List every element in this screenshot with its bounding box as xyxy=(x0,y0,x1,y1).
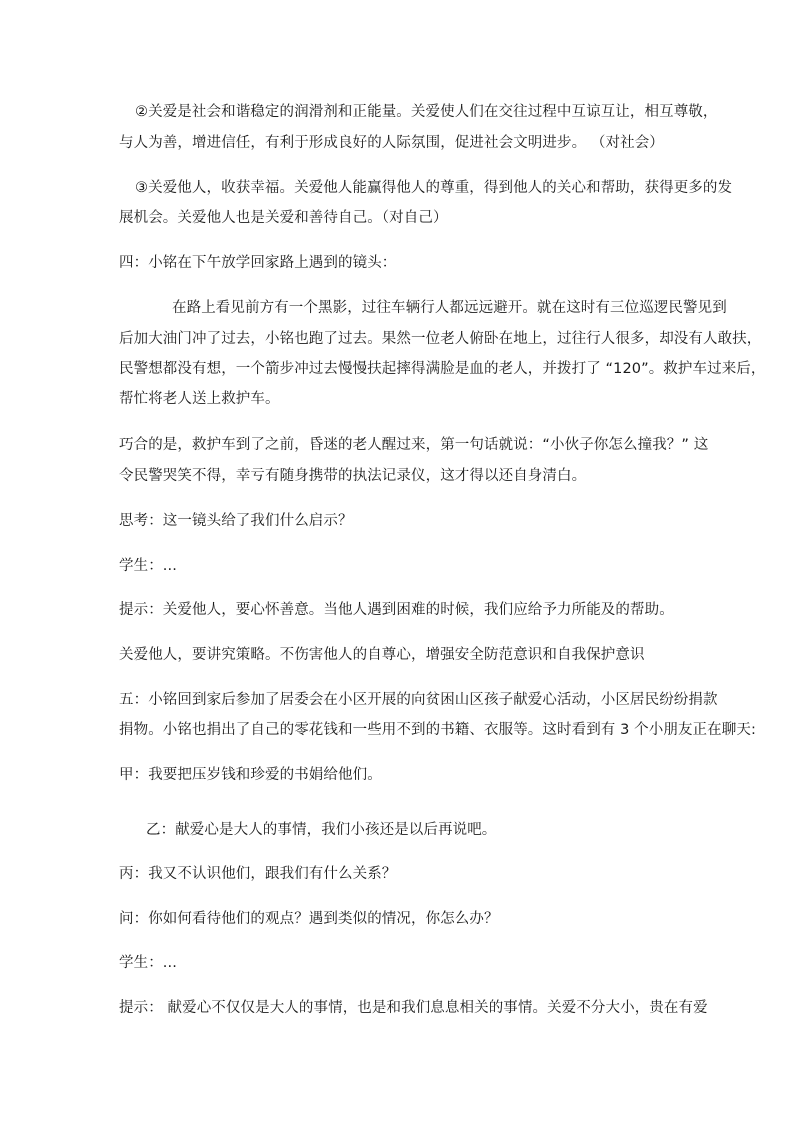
story-paragraph-line-1: 在路上看见前方有一个黑影，过往车辆行人都远远避开。就在这时有三位巡逻民警见到 xyxy=(172,300,727,316)
speaker-bing: 丙：我又不认识他们，跟我们有什么关系？ xyxy=(119,866,397,882)
section-five-line-1: 五：小铭回到家后参加了居委会在小区开展的向贫困山区孩子献爱心活动，小区居民纷纷捐款 xyxy=(119,692,718,708)
speaker-yi: 乙：献爱心是大人的事情，我们小孩还是以后再说吧。 xyxy=(146,822,497,838)
speaker-jia: 甲：我要把压岁钱和珍爱的书娟给他们。 xyxy=(119,767,382,783)
hint-1: 提示：关爱他人，要心怀善意。当他人遇到困难的时候，我们应给予力所能及的帮助。 xyxy=(119,602,674,618)
story-paragraph-line-2: 后加大油门冲了过去，小铭也跑了过去。果然一位老人俯卧在地上，过往行人很多，却没有人敢扶， xyxy=(119,331,762,347)
student-answer-2: 学生：... xyxy=(119,955,177,971)
coincidence-paragraph-line-2: 令民警哭笑不得，幸亏有随身携带的执法记录仪，这才得以还自身清白。 xyxy=(119,468,587,484)
paragraph-social-line-1: ②关爱是社会和谐稳定的润滑剂和正能量。关爱使人们在交往过程中互谅互让，相互尊敬， xyxy=(135,104,718,120)
paragraph-self-line-2: 展机会。关爱他人也是关爱和善待自己。（对自己） xyxy=(119,210,448,226)
paragraph-social-line-2: 与人为善，增进信任，有利于形成良好的人际氛围，促进社会文明进步。 （对社会） xyxy=(119,135,664,151)
coincidence-paragraph-line-1: 巧合的是，救护车到了之前，昏迷的老人醒过来，第一句话就说：“小伙子你怎么撞我？” 这 xyxy=(119,437,709,453)
think-question: 思考：这一镜头给了我们什么启示？ xyxy=(119,513,353,529)
story-paragraph-line-3: 民警想都没有想，一个箭步冲过去慢慢扶起摔得满脸是血的老人，并拨打了 “120”。救护车过来后， xyxy=(119,361,766,377)
section-four-heading: 四：小铭在下午放学回家路上遇到的镜头： xyxy=(119,255,397,271)
section-five-line-2: 捐物。小铭也捐出了自己的零花钱和一些用不到的书籍、衣服等。这时看到有 3 个小朋友正在聊天: xyxy=(119,722,756,738)
hint-1-continued: 关爱他人，要讲究策略。不伤害他人的自尊心，增强安全防范意识和自我保护意识 xyxy=(119,647,645,663)
question-2: 问：你如何看待他们的观点？遇到类似的情况，你怎么办？ xyxy=(119,911,499,927)
hint-2: 提示： 献爱心不仅仅是大人的事情，也是和我们息息相关的事情。关爱不分大小，贵在有爱 xyxy=(119,1000,708,1016)
paragraph-self-line-1: ③关爱他人，收获幸福。关爱他人能赢得他人的尊重，得到他人的关心和帮助，获得更多的发 xyxy=(135,180,733,196)
student-answer-1: 学生：... xyxy=(119,558,177,574)
story-paragraph-line-4: 帮忙将老人送上救护车。 xyxy=(119,391,280,407)
